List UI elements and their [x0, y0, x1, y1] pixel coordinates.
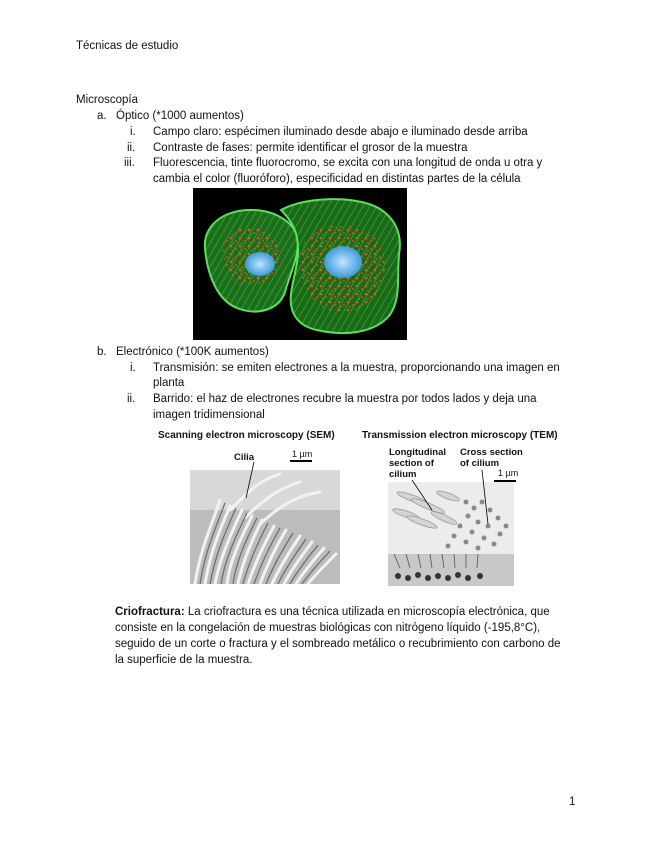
page-number: 1	[569, 796, 576, 808]
criofractura-line-3: seguido de un corte o fractura y el sombreado metálico o recubrimiento con carbono de	[115, 638, 561, 650]
sem-title: Scanning electron microscopy (SEM)	[158, 430, 335, 441]
list-item-fluorescencia: Fluorescencia, tinte fluorocromo, se excita con una longitud de onda u otra y	[153, 157, 543, 169]
tem-cross-label-1: Cross section	[460, 447, 523, 458]
list-marker: ii.	[127, 142, 136, 154]
tem-longitudinal-label-1: Longitudinal	[389, 447, 446, 458]
list-marker: i.	[130, 362, 136, 374]
tem-longitudinal-label-2: section of	[389, 458, 434, 469]
list-marker: ii.	[127, 393, 136, 405]
tem-longitudinal-label-3: cilium	[389, 469, 417, 480]
list-marker: i.	[130, 126, 136, 138]
tem-scale-label: 1 µm	[498, 468, 519, 478]
list-item-transmision-cont: planta	[153, 377, 185, 389]
criofractura-line-2: consiste en la congelación de muestras biológicas con nitrógeno líquido (-195,8°C),	[115, 622, 541, 634]
criofractura-term: Criofractura:	[115, 606, 185, 618]
sem-scale-label: 1 µm	[292, 449, 313, 459]
list-item-barrido-cont: imagen tridimensional	[153, 409, 265, 421]
criofractura-line-1: Criofractura: La criofractura es una técnica utilizada en microscopía electrónica, que	[115, 606, 550, 618]
electronico-label: Electrónico (*100K aumentos)	[116, 346, 269, 358]
list-marker-a: a.	[97, 110, 107, 122]
document-header: Técnicas de estudio	[76, 40, 179, 52]
criofractura-line-4: la superficie de la muestra.	[115, 654, 253, 666]
tem-cross-label-2: of cilium	[460, 458, 500, 469]
optico-label: Óptico (*1000 aumentos)	[116, 110, 244, 122]
tem-title: Transmission electron microscopy (TEM)	[362, 430, 558, 441]
sem-cilia-label: Cilia	[234, 452, 255, 463]
list-item-transmision: Transmisión: se emiten electrones a la muestra, proporcionando una imagen en	[153, 362, 560, 374]
list-item-contraste-fases: Contraste de fases: permite identificar el grosor de la muestra	[153, 142, 468, 154]
list-marker: iii.	[124, 157, 135, 169]
section-heading: Microscopía	[76, 94, 138, 106]
list-item-campo-claro: Campo claro: espécimen iluminado desde abajo e iluminado desde arriba	[153, 126, 528, 138]
list-item-fluorescencia-cont: cambia el color (fluoróforo), especificidad en distintas partes de la célula	[153, 173, 521, 185]
list-item-barrido: Barrido: el haz de electrones recubre la muestra por todos lados y deja una	[153, 393, 537, 405]
list-marker-b: b.	[97, 346, 107, 358]
